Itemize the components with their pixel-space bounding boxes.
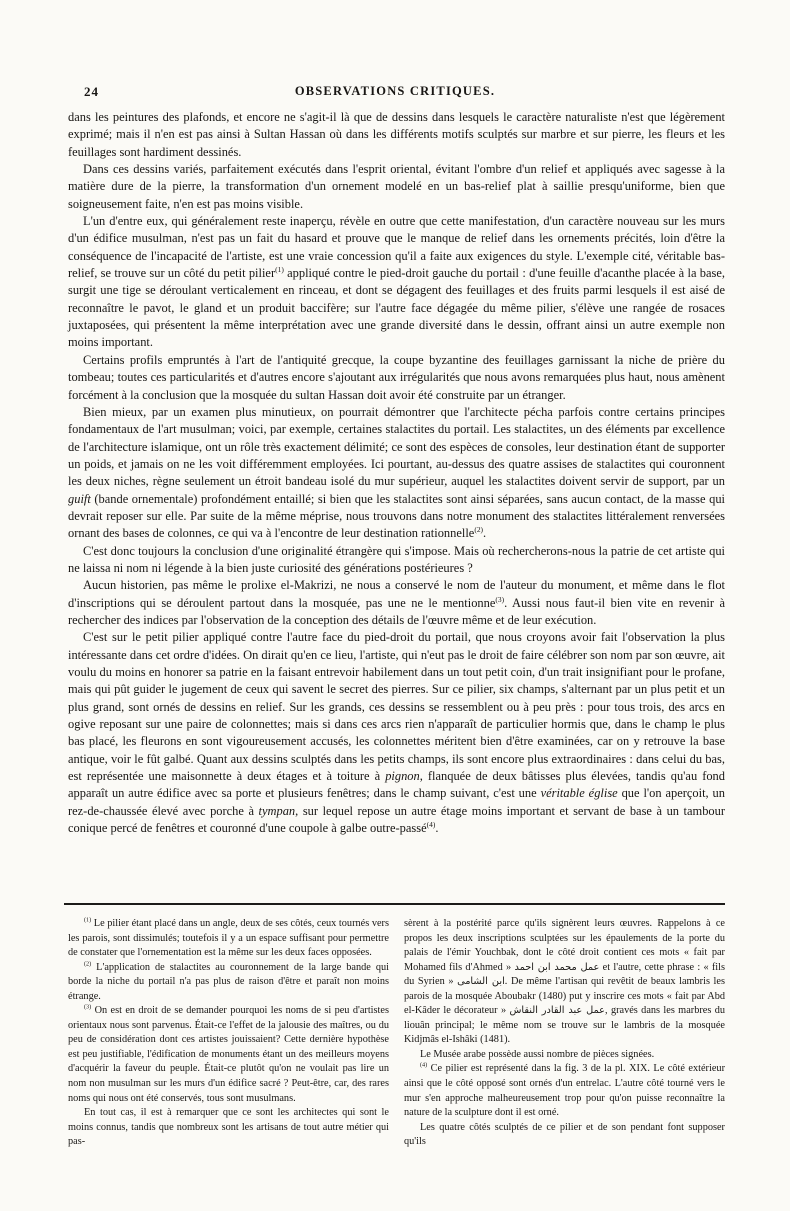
footnote-marker: (2) bbox=[474, 525, 484, 535]
text-run: Certains profils empruntés à l'art de l'antiquité grecque, la coupe byzantine des feuillages garnissant la niche de prière du tombeau; toutes ces particularités et d'autres encore s'ajoutant aux irrégularités que nous avons remarquées plus haut, nous amènent forcément à la conclusion que la mosquée du sultan Hassan doit avoir été construite par un étranger. bbox=[68, 352, 725, 402]
text-run: (bande ornementale) profondément entaillé; si bien que les stalactites sont ainsi séparées, sans aucun contact, de la masse qui devrait reposer sur elle. Par suite de la même méprise, nous trouvons dans notre monument des stalactites littéralement renversées ornant des bases de colonnes, ce qui va à l'encontre de leur destination rationnelle bbox=[68, 491, 725, 541]
text-run: , flanquée de deux bâtisses plus élevées, tandis qu'au fond apparaît un autre édifice avec sa porte et plusieurs fenêtres; dans le champ suivant, c'est une bbox=[68, 769, 725, 801]
text-run: Bien mieux, par un examen plus minutieux, on pourrait démontrer que l'architecte pécha parfois contre certains principes fondamentaux de l'art musulman; voici, par exemple, certaines stalactites du portail. Les stalactites, un des éléments par excellence de l'architecture islamique, ont un rôle très exactement délimité; ce sont des espèces de consoles, leur destination étant de supporter un poids, et jamais on ne les voit différemment employées. Ici pourtant, au-dessus des quatre assises de stalactites qui couronnent les deux niches, règne seulement un étroit bandeau isolé du mur supérieur, auquel les stalactites doivent servir de support, par un bbox=[68, 404, 725, 489]
text-run: En tout cas, il est à remarquer que ce sont les architectes qui sont le moins connus, tandis que nombreux sont les artisans de tout autre métier qui pas- bbox=[68, 1107, 389, 1148]
paragraph bbox=[68, 213, 725, 352]
text-run: C'est sur le petit pilier appliqué contre l'autre face du pied-droit du portail, que nous croyons avoir fait l'observation la plus intéressante dans cet ordre d'idées. On dirait qu'en ce lieu, l'artiste, qui n'eut pas le droit de faire célébrer son nom par son œuvre, ait voulu du moins en honorer sa patrie en la faisant entrevoir habilement dans un tout petit coin, d'un trait insignifiant pour le profane, mais qui pût guider le jugement de ceux qui savent le secret des pierres. Sur ce pilier, six champs, s'alternant par un plus petit et un plus grand, sont ornés de dessins en relief. Sur les grands, ces dessins se ressemblent ou à peu près : pour tous trois, des arcs en ogive reposant sur une paire de colonnettes; mais si dans ces arcs rien n'apparaît de particulier hormis que, dans le champ le plus bas placé, les fleurons en sont vigoureusement accusés, les colonnettes méritent bien d'être examinées, car on y retrouve la base antique, voir le fût galbé. Quant aux dessins sculptés dans les petits champs, ils sont encore plus extraordinaires : dans celui du bas, est représentée une maisonnette à deux étages et à toiture à bbox=[68, 630, 725, 784]
arabic-inscription: عمل محمد ابن احمد bbox=[514, 961, 600, 973]
text-run: Le pilier étant placé dans un angle, deux de ses côtés, ceux tournés vers les parois, sont dissimulés; toutefois il y a un espace suffisant pour permettre de constater que l'ornementation est la même sur les deux faces opposées. bbox=[68, 918, 389, 959]
text-run: On est en droit de se demander pourquoi les noms de si peu d'artistes orientaux nous sont parvenus. Était-ce l'effet de la jalousie des maîtres, ou du peu de considération dont ces artistes jouissaient? Cette dernière hypothèse est peu justifiable, l'édification de monuments étant un des meilleurs moyens d'acquérir la faveur du peuple. Était-ce plutôt qu'on ne voulait pas lire un nom non musulman sur les murs d'un édifice sacré ? Peut-être, car, des rares noms qui nous ont été conservés, tous sont musulmans. bbox=[68, 1005, 389, 1104]
text-run: sèrent à la postérité parce qu'ils signèrent leurs œuvres. Rappelons à ce propos les deux inscriptions sculptées sur les épaulements de la porte du palais de l'émir Youchbak, dont le côté droit contient ces mots « fait par Mohamed fils d'Ahmed » bbox=[404, 918, 725, 973]
paragraph bbox=[68, 352, 725, 404]
paragraph bbox=[68, 577, 725, 629]
paragraph bbox=[68, 961, 389, 1005]
italic-term: véritable église bbox=[540, 786, 618, 801]
page-number: 24 bbox=[84, 84, 99, 99]
footnote-marker: (4) bbox=[426, 819, 436, 829]
footnote-marker: (1) bbox=[275, 264, 284, 274]
text-run: et l'autre, cette phrase : « fils du Syrien » bbox=[404, 961, 726, 988]
text-run: C'est donc toujours la conclusion d'une originalité étrangère qui s'impose. Mais où rechercherons-nous la patrie de cet artiste qui ne laissa ni nom ni légende à la bien juste curiosité des générations postérieures ? bbox=[68, 543, 725, 575]
footnotes-section bbox=[68, 917, 725, 1150]
arabic-inscription: ابن الشامى bbox=[457, 976, 505, 988]
italic-term: tympan bbox=[258, 803, 296, 818]
text-run: Le Musée arabe possède aussi nombre de pièces signées. bbox=[420, 1048, 655, 1060]
text-run: dans les peintures des plafonds, et encore ne s'agit-il là que de dessins dans lesquels le caractère naturaliste n'est que légèrement exprimé; mais il n'en est pas ainsi à Sultan Hassan où dans les différents motifs sculptés sur marbre et sur pierre, les fleurs et les feuillages sont hardiment dessinés. bbox=[68, 110, 725, 159]
text-run: Ce pilier est représenté dans la fig. 3 de la pl. XIX. Le côté extérieur ainsi que le côté opposé sont ornés d'un entrelac. L'autre côté tourné vers le mur s'en approche malheureusement trop pour qu'on puisse reconnaître la nature de la sculpture dont il est orné. bbox=[404, 1063, 725, 1119]
paragraph bbox=[68, 161, 725, 213]
running-header-title: OBSERVATIONS CRITIQUES. bbox=[294, 84, 496, 98]
text-run: , gravés dans les marbres du liouân principal; le même nom se trouve sur le lambris de la mosquée Kidjmâs el-Ishâki (1481). bbox=[404, 1005, 725, 1046]
main-text-column bbox=[68, 109, 725, 837]
footnote-marker: (4) bbox=[420, 1062, 428, 1070]
italic-term: pignon bbox=[385, 769, 420, 784]
text-run: . De même l'artisan qui revêtit de beaux lambris les parois de la mosquée Aboubakr (1480) put y inscrire ces mots « fait par Abd el-Kâder le décorateur » bbox=[404, 976, 725, 1017]
paragraph bbox=[404, 1048, 725, 1063]
paragraph bbox=[68, 404, 725, 543]
text-run: , sur lequel repose un autre étage moins important et servant de base à un tambour conique percé de fenêtres et couronné d'une coupole à galbe outre-passé bbox=[68, 803, 725, 836]
footnote-marker: (2) bbox=[84, 960, 92, 968]
paragraph bbox=[404, 1121, 725, 1150]
paragraph bbox=[68, 109, 725, 161]
text-run: L'application de stalactites au couronnement de la large bande qui borde la niche du portail n'a pas plus de raison d'être et paraît non moins étrange. bbox=[68, 961, 389, 1002]
footnote-marker: (3) bbox=[495, 594, 505, 604]
italic-term: guift bbox=[68, 491, 91, 506]
text-run: L'un d'entre eux, qui généralement reste inaperçu, révèle en outre que cette manifestation, d'un caractère nouveau sur les murs d'un édifice musulman, n'est pas un fait du hasard et prouve que le manque de relief dans les ornements précités, loin d'être la conséquence de l'incapacité de l'artiste, est une vraie concession qu'il a faite aux exigences du style. L'exemple cité, véritable bas-relief, se trouve sur un côté du petit pilier bbox=[68, 214, 725, 281]
text-run: appliqué contre le pied-droit gauche du portail : d'une feuille d'acanthe placée à la base, surgit une tige se déroulant verticalement en rinceau, et dont se dégagent des feuillages et des fruits parmi lesquels il est aisé de reconnaître le pavot, le gland et un produit baccifère; sur l'autre face dégagée du même pilier, s'élève une rangée de rosaces juxtaposées, qui présentent la même interprétation avec une grande diversité dans le dessin, offrant ainsi un autre exemple non moins important. bbox=[68, 266, 725, 350]
footnote-separator-rule bbox=[64, 903, 725, 905]
footnote-marker: (1) bbox=[84, 916, 92, 924]
arabic-inscription: عمل عبد القادر النقاش bbox=[509, 1005, 606, 1017]
paragraph bbox=[68, 543, 725, 578]
paragraph bbox=[68, 1004, 389, 1106]
text-run: Dans ces dessins variés, parfaitement exécutés dans l'esprit oriental, évitant l'ombre d'un relief et appliqués avec sagesse à la matière dure de la pierre, la transformation d'un ornement modelé en un bas-relief plat à saillie presqu'uniforme, bien que soigneusement faite, n'en est pas moins visible. bbox=[68, 162, 725, 211]
footnotes-right-column bbox=[404, 917, 725, 1150]
footnotes-left-column bbox=[68, 917, 389, 1150]
paragraph bbox=[68, 917, 389, 961]
paragraph bbox=[404, 917, 725, 1048]
text-run: . Aussi nous faut-il bien vite en revenir à rechercher des indices par l'observation de la conception des détails de l'œuvre même et de leur exécution. bbox=[68, 595, 725, 627]
paragraph bbox=[404, 1062, 725, 1120]
text-run: que l'on aperçoit, un rez-de-chaussée élevé avec porche à bbox=[68, 786, 725, 818]
text-run: Les quatre côtés sculptés de ce pilier et de son pendant font supposer qu'ils bbox=[404, 1121, 725, 1148]
paragraph bbox=[68, 629, 725, 837]
text-run: . bbox=[483, 526, 487, 541]
paragraph bbox=[68, 1106, 389, 1150]
text-run: Aucun historien, pas même le prolixe el-Makrizi, ne nous a conservé le nom de l'auteur du monument, et même dans le flot d'inscriptions qui se déroulent partout dans la mosquée, pas une ne le mentionne bbox=[68, 578, 725, 610]
text-run: . bbox=[435, 821, 439, 836]
footnote-marker: (3) bbox=[84, 1003, 92, 1011]
